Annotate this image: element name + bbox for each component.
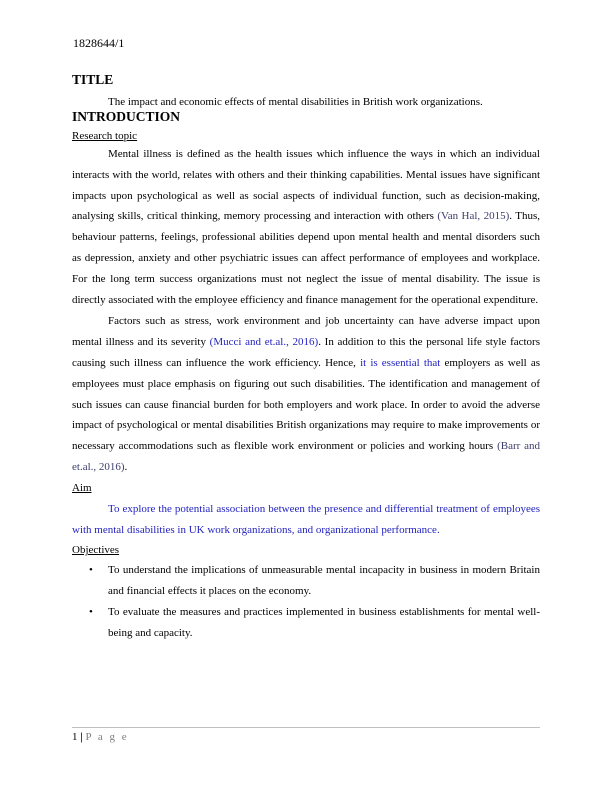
para2-text-3: employers as well as employees must place emphasis on figuring out such disabilities. The identification and management of such issues can cause financial burden for both employers and work place. In order to avoid the adverse impact of psychological or mental disabilities British organizations may require to make improvements or necessary accommodations such as flexible work environment or policies and working hours (72, 356, 540, 453)
citation-van-hal: (Van Hal, 2015) (437, 210, 510, 223)
para1-text-1: Mental illness is defined as the health issues which influence the ways in which an individual interacts with the world, relates with others and their thinking capabilities. Mental issues have significant impacts upon psychological as well as social aspects of individual function, such as decision-making, analysing skills, critical thinking, memory processing and interaction with others (72, 148, 540, 223)
objective-text: To evaluate the measures and practices implemented in business establishments for mental well-being and capacity. (108, 605, 540, 639)
para2-text-1: Factors such as stress, work environment and job uncertainty can have adverse impact upon mental illness and its severity (72, 315, 540, 349)
title-text: The impact and economic effects of mental disabilities in British work organizations. (108, 96, 483, 108)
highlighted-phrase: it is essential that (360, 356, 441, 369)
objective-text: To understand the implications of unmeasurable mental incapacity in business in modern Britain and financial effects it places on the economy. (108, 564, 540, 598)
aim-text: To explore the potential association between the presence and differential treatment of employees with mental disabilities in UK work organizations, and organizational performance. (72, 502, 540, 536)
title-heading: TITLE (72, 72, 114, 87)
intro-paragraph-2 (72, 311, 540, 477)
list-item (72, 602, 540, 644)
objectives-label: Objectives (72, 544, 120, 557)
page-content (72, 72, 540, 644)
footer-divider (72, 727, 540, 728)
page-footer (72, 730, 129, 744)
research-topic-label: Research topic (72, 130, 138, 142)
list-item (72, 560, 540, 602)
bullet-icon: • (89, 564, 93, 577)
objectives-list (72, 560, 540, 643)
page-number: 1 (72, 731, 78, 743)
bullet-icon: • (89, 605, 93, 618)
citation-barr: (Barr and et.al., 2016) (72, 440, 541, 473)
para2-text-4: . (124, 460, 128, 473)
para2-text-2: . In addition to this the personal life style factors causing such illness can influence the work efficiency. Hence, (72, 336, 540, 369)
aim-label: Aim (72, 481, 92, 494)
document-id: 1828644/1 (73, 36, 125, 50)
para1-text-2: . Thus, behaviour patterns, feelings, professional abilities depend upon mental health and mental disorders such as depression, anxiety and other psychiatric issues can affect performance of employees and workplace. For the long term success organizations must not neglect the issue of mental disability. The issue is directly associated with the employee efficiency and finance management for the operational expenditure. (72, 210, 540, 306)
citation-mucci: (Mucci and et.al., 2016) (209, 336, 319, 349)
introduction-heading: INTRODUCTION (72, 109, 181, 124)
page-label: P a g e (85, 731, 129, 743)
footer-separator: | (80, 731, 83, 743)
intro-paragraph-1 (72, 144, 540, 310)
